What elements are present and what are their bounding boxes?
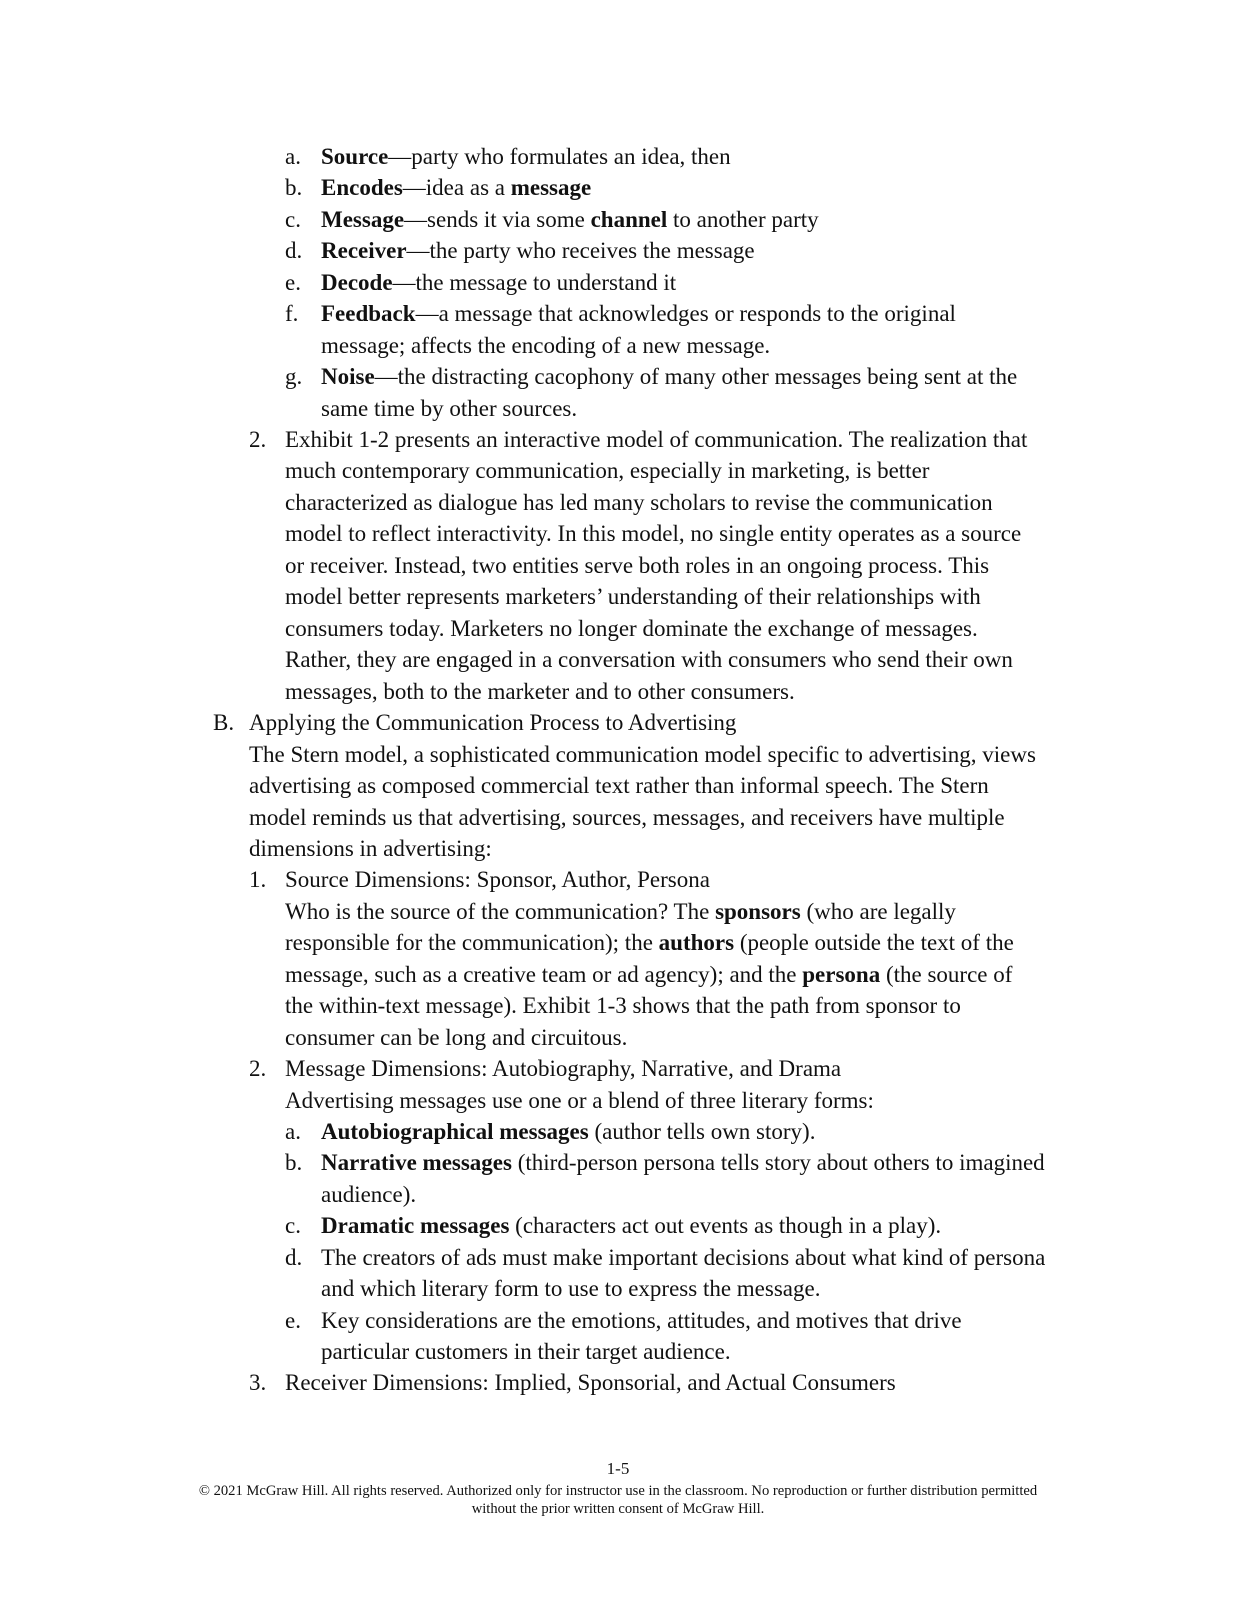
list-marker-d: d. [285, 238, 303, 263]
b2-item-narrative: Narrative messages (third-person persona tells story about others to imagined [321, 1150, 1045, 1175]
term-feedback: Feedback [321, 301, 416, 326]
list-marker-f: f. [285, 301, 299, 326]
b2-heading: Message Dimensions: Autobiography, Narrative, and Drama [285, 1056, 842, 1081]
term-message-def: Message [321, 207, 405, 232]
b2-marker-a: a. [285, 1119, 301, 1144]
b1-line: Who is the source of the communication? The sponsors (who are legally [285, 899, 956, 924]
section-b-line: advertising as composed commercial text rather than informal speech. The Stern [249, 773, 989, 798]
list-item-noise: Noise—the distracting cacophony of many other messages being sent at the [321, 364, 1018, 389]
list-item-message: Message—sends it via some channel to another party [321, 207, 819, 232]
copyright-line: © 2021 McGraw Hill. All rights reserved. Authorized only for instructor use in the classroom. No reproduction or further distribution permitted [198, 1483, 1038, 1499]
item2-line: characterized as dialogue has led many scholars to revise the communication [285, 490, 993, 515]
b2-intro: Advertising messages use one or a blend of three literary forms: [285, 1088, 874, 1113]
list-marker-c: c. [285, 207, 301, 232]
list-marker-g: g. [285, 364, 303, 389]
term-channel: channel [590, 207, 668, 232]
term-decode: Decode [321, 270, 393, 295]
b2-item-d-cont: and which literary form to use to express the message. [321, 1276, 821, 1301]
term-source: Source [321, 144, 389, 169]
item2-line: model to reflect interactivity. In this model, no single entity operates as a source [285, 521, 1022, 546]
b2-item-autobiographical: Autobiographical messages (author tells own story). [321, 1119, 816, 1144]
item2-line: messages, both to the marketer and to other consumers. [285, 679, 795, 704]
term-noise: Noise [321, 364, 375, 389]
list-item-decode: Decode—the message to understand it [321, 270, 677, 295]
b1-line: responsible for the communication); the authors (people outside the text of the [285, 930, 1014, 955]
copyright-notice [0, 1482, 1236, 1518]
item2-line: model better represents marketers’ understanding of their relationships with [285, 584, 981, 609]
item2-line: Rather, they are engaged in a conversation with consumers who send their own [285, 647, 1013, 672]
b2-item-e: Key considerations are the emotions, attitudes, and motives that drive [321, 1308, 962, 1333]
term-narrative: Narrative messages [321, 1150, 512, 1175]
b3-marker: 3. [249, 1370, 267, 1395]
item2-line: Exhibit 1-2 presents an interactive model of communication. The realization that [285, 427, 1028, 452]
b1-line: message, such as a creative team or ad agency); and the persona (the source of [285, 962, 1013, 987]
b2-item-e-cont: particular customers in their target audience. [321, 1339, 731, 1364]
item2-line: consumers today. Marketers no longer dominate the exchange of messages. [285, 616, 978, 641]
list-item-receiver: Receiver—the party who receives the message [321, 238, 755, 263]
section-b-line: model reminds us that advertising, sources, messages, and receivers have multiple [249, 805, 1005, 830]
b3-heading: Receiver Dimensions: Implied, Sponsorial, and Actual Consumers [285, 1370, 896, 1395]
b1-heading: Source Dimensions: Sponsor, Author, Persona [285, 867, 710, 892]
item2-line: or receiver. Instead, two entities serve both roles in an ongoing process. This [285, 553, 990, 578]
page-number: 1-5 [606, 1459, 630, 1478]
b2-item-narrative-cont: audience). [321, 1182, 417, 1207]
term-dramatic: Dramatic messages [321, 1213, 510, 1238]
term-receiver: Receiver [321, 238, 407, 263]
term-encodes: Encodes [321, 175, 403, 200]
b2-item-dramatic: Dramatic messages (characters act out events as though in a play). [321, 1213, 942, 1238]
b2-marker-d: d. [285, 1245, 303, 1270]
list-marker-b: b. [285, 175, 303, 200]
b2-marker-b: b. [285, 1150, 303, 1175]
b2-marker-e: e. [285, 1308, 301, 1333]
list-marker-e: e. [285, 270, 301, 295]
term-sponsors: sponsors [715, 899, 801, 924]
b1-line: the within-text message). Exhibit 1-3 shows that the path from sponsor to [285, 993, 961, 1018]
b1-line: consumer can be long and circuitous. [285, 1025, 628, 1050]
b2-item-d: The creators of ads must make important decisions about what kind of persona [321, 1245, 1046, 1270]
item2-marker: 2. [249, 427, 267, 452]
section-b-line: The Stern model, a sophisticated communication model specific to advertising, views [249, 742, 1036, 767]
section-b-marker: B. [213, 710, 235, 735]
b2-marker-c: c. [285, 1213, 301, 1238]
term-persona: persona [802, 962, 881, 987]
section-b-line: dimensions in advertising: [249, 836, 492, 861]
term-message: message [510, 175, 592, 200]
term-autobiographical: Autobiographical messages [321, 1119, 589, 1144]
copyright-line: without the prior written consent of McGraw Hill. [471, 1501, 765, 1517]
list-marker-a: a. [285, 144, 301, 169]
term-authors: authors [658, 930, 735, 955]
section-b-heading: Applying the Communication Process to Advertising [249, 710, 737, 735]
list-item-noise-cont: same time by other sources. [321, 396, 578, 421]
b1-marker: 1. [249, 867, 267, 892]
list-item-encodes: Encodes—idea as a message [321, 175, 592, 200]
list-item-feedback: Feedback—a message that acknowledges or responds to the original [321, 301, 956, 326]
b2-marker: 2. [249, 1056, 267, 1081]
item2-line: much contemporary communication, especially in marketing, is better [285, 458, 930, 483]
list-item-feedback-cont: message; affects the encoding of a new message. [321, 333, 771, 358]
list-item-source: Source—party who formulates an idea, then [321, 144, 731, 169]
